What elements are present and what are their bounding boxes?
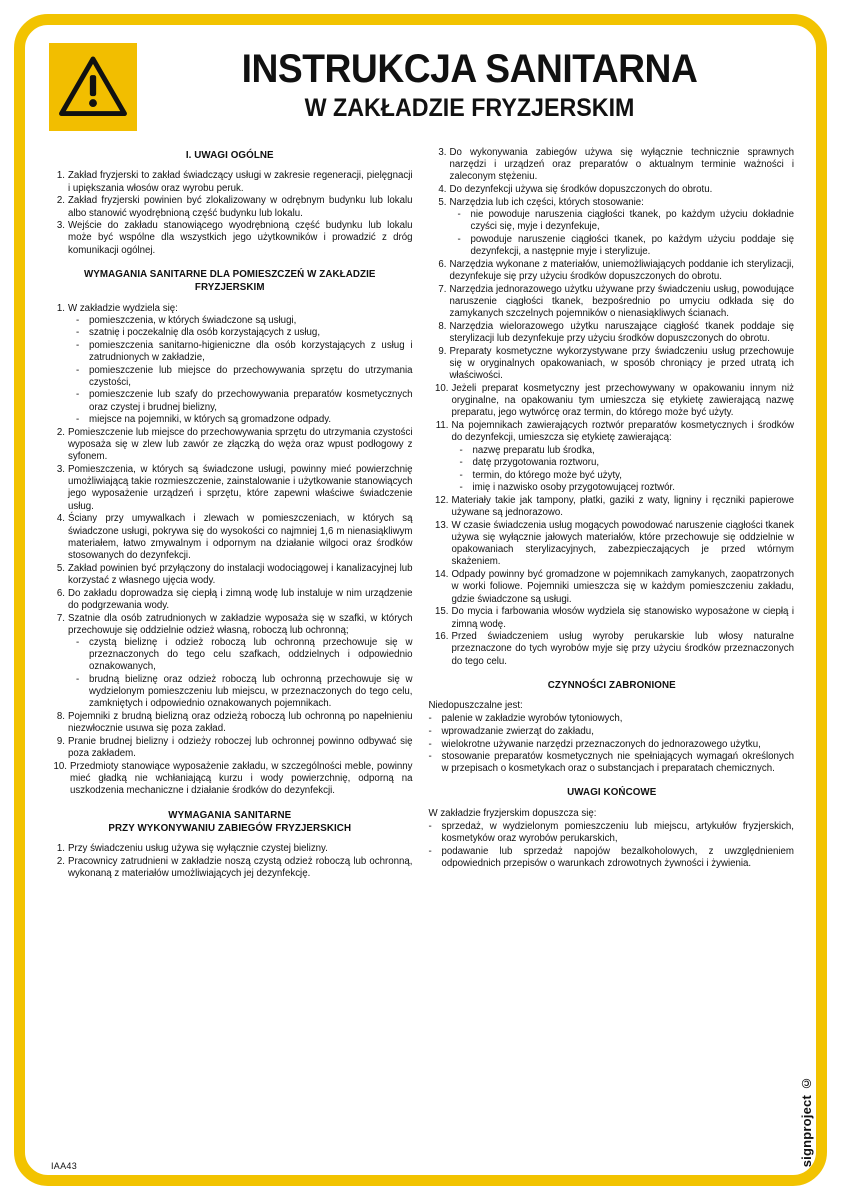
- final-notes-list: [429, 821, 795, 870]
- dash-bullet: -: [457, 233, 461, 245]
- sub-list-item: [76, 327, 413, 339]
- list-item: [429, 197, 795, 258]
- page-subtitle: W ZAKŁADZIE FRYZJERSKIM: [304, 94, 635, 123]
- dash-bullet: -: [76, 414, 80, 426]
- list-item: [429, 569, 795, 606]
- list-item: [429, 321, 795, 345]
- sub-list-item-text: czystą bieliznę i odzież roboczą lub ochronną przechowuje się w przeznaczonych do tego celu szafkach, oddzielnych i odpowiednio oznakowanych,: [89, 637, 413, 673]
- list-item: [47, 736, 413, 760]
- page-title: INSTRUKCJA SANITARNA: [241, 47, 698, 92]
- forbidden-lead-text: Niedopuszczalne jest:: [428, 700, 523, 712]
- heading-line-1: WYMAGANIA SANITARNE: [168, 809, 292, 821]
- list-number: 6.: [438, 258, 447, 270]
- list-item-text: Przedmioty stanowiące wyposażenie zakładu, w szczególności meble, powinny mieć gładką nie wchłaniającą kurzu i wody powierzchnię, odporną na uszkodzenia mechaniczne i działanie środków do dezynfekcji.: [70, 761, 413, 797]
- dash-bullet: -: [459, 482, 463, 494]
- list-item-text: Do mycia i farbowania włosów wydziela się stanowisko wyposażone w ciepłą i zimną wodę.: [451, 606, 794, 630]
- list-number: 3.: [56, 463, 65, 475]
- sub-list-item-text: nie powoduje naruszenia ciągłości tkanek, po każdym użyciu dokładnie czyści się, myje i dezynfekuje,: [470, 209, 794, 233]
- list-item-text: Ściany przy umywalkach i zlewach w pomieszczeniach, w których są świadczone usługi, pokrywa się do wysokości co najmniej 1,6 m nienasiąkliwym materiałem, łatwo zmywalnym i odpornym na działanie wilgoci oraz środków stosowanych do dezynfekcji.: [68, 513, 413, 562]
- list-item-text: Do wykonywania zabiegów używa się wyłącznie technicznie sprawnych narzędzi i urządzeń oraz preparatów o aktualnym terminie ważności i zaleconym stężeniu.: [449, 147, 794, 183]
- sub-list-item-text: pomieszczenia, w których świadczone są usługi,: [89, 314, 297, 326]
- sub-list: [458, 209, 795, 258]
- dash-bullet: -: [76, 389, 80, 401]
- list-number: 11.: [435, 420, 449, 432]
- list-item-text: Do zakładu doprowadza się ciepłą i zimną wodę lub instaluje w nim urządzenie do podgrzewania wody.: [68, 587, 413, 611]
- list-item-text: W zakładzie wydziela się:: [68, 302, 178, 314]
- list-item-text: Przy świadczeniu usług używa się wyłącznie czystej bielizny.: [68, 843, 328, 855]
- sub-list: [76, 315, 413, 426]
- sub-list-item: [76, 637, 413, 674]
- sub-list-item: [76, 414, 413, 426]
- dash-bullet: -: [76, 314, 80, 326]
- list-item: [429, 259, 795, 283]
- list-item: [47, 170, 413, 194]
- warning-triangle-icon: [49, 43, 137, 131]
- dash-bullet: -: [428, 751, 432, 763]
- section-heading-treatment-requirements: [56, 809, 403, 836]
- list-item-text: Na pojemnikach zawierających roztwór preparatów kosmetycznych i środków do dezynfekcji, umieszcza się etykietę zawierającą:: [451, 420, 794, 444]
- dash-bullet: -: [459, 469, 463, 481]
- list-number: 3.: [438, 147, 447, 158]
- dash-bullet: -: [459, 457, 463, 469]
- list-number: 6.: [56, 587, 65, 599]
- dash-bullet: -: [76, 637, 80, 649]
- sub-list-item: [76, 315, 413, 327]
- list-item: [47, 613, 413, 711]
- list-number: 2.: [56, 195, 65, 207]
- list-number: 10.: [53, 761, 67, 773]
- sub-list-item: [76, 340, 413, 364]
- list-item: [47, 856, 413, 880]
- list-item-text: Pomieszczenie lub miejsce do przechowywania sprzętu do utrzymania czystości wyposaża się w zlew lub zawór ze złączką do węża oraz wpust podłogowy z syfonem.: [68, 426, 413, 463]
- list-number: 2.: [56, 856, 65, 868]
- list-item-text: Zakład fryzjerski to zakład świadczący usługi w zakresie regeneracji, pielęgnacji i upiększania włosów oraz wyrobu peruk.: [68, 170, 413, 194]
- sub-list-item: [460, 445, 795, 457]
- list-item: [47, 843, 413, 855]
- list-item: [429, 346, 795, 383]
- list-item-text: palenie w zakładzie wyrobów tytoniowych,: [441, 713, 623, 725]
- list-item-text: Do dezynfekcji używa się środków dopuszczonych do obrotu.: [449, 184, 713, 196]
- list-item-text: sprzedaż, w wydzielonym pomieszczeniu lub miejscu, artykułów fryzjerskich, kosmetyków oraz wyrobów perukarskich,: [441, 821, 794, 845]
- list-item-text: stosowanie preparatów kosmetycznych nie spełniających wymagań określonych w przepisach o kosmetykach oraz o substancjach i preparatach chemicznych.: [441, 751, 794, 775]
- list-item-text: wprowadzanie zwierząt do zakładu,: [441, 725, 594, 737]
- list-number: 7.: [438, 283, 447, 295]
- list-number: 13.: [435, 519, 449, 531]
- list-item: [47, 588, 413, 612]
- poster-frame: [14, 14, 827, 1186]
- list-number: 5.: [56, 562, 65, 574]
- list-item: [429, 520, 795, 569]
- sub-list-item-text: szatnię i poczekalnię dla osób korzystających z usług,: [89, 327, 321, 339]
- dash-bullet: -: [428, 725, 432, 737]
- list-item-text: podawanie lub sprzedaż napojów bezalkoholowych, z uwzględnieniem odpowiednich przepisów o warunkach zdrowotnych żywności i żywienia.: [441, 845, 794, 869]
- list-item: [429, 184, 795, 196]
- list-number: 1.: [56, 170, 65, 182]
- dash-bullet: -: [76, 339, 80, 351]
- list-item: [429, 739, 795, 751]
- list-item-text: Jeżeli preparat kosmetyczny jest przechowywany w opakowaniu innym niż oryginalne, na opakowaniu tym umieszcza się etykietę zawierającą nazwę preparatu, jego wytwórcę oraz termin, do którego może być użyty.: [451, 382, 794, 419]
- list-item: [47, 563, 413, 587]
- list-item-text: Pranie brudnej bielizny i odzieży roboczej lub ochronnej powinno odbywać się poza zakładem.: [68, 736, 413, 760]
- content-columns: [47, 147, 794, 881]
- list-item: [429, 147, 795, 184]
- sub-list-item-text: powoduje naruszenie ciągłości tkanek, po każdym użyciu poddaje się dezynfekcji, a następnie myje i sterylizuje.: [470, 233, 794, 258]
- sub-list-item-text: pomieszczenie lub szafy do przechowywania preparatów kosmetycznych oraz czystej i brudnej bielizny,: [89, 389, 413, 413]
- sub-list-item-text: termin, do którego może być użyty,: [472, 469, 622, 481]
- final-notes-lead-text: W zakładzie fryzjerskim dopuszcza się:: [428, 807, 597, 819]
- list-item: [429, 821, 795, 845]
- treatment-requirements-list-continued: [429, 147, 795, 668]
- list-item-text: Wejście do zakładu stanowiącego wyodrębnioną część budynku lub lokalu może być wspólne dla wszystkich jego użytkowników i prowadzić z dróg komunikacji ogólnej.: [68, 220, 413, 256]
- list-item: [429, 713, 795, 725]
- list-item-text: Narzędzia jednorazowego użytku używane przy świadczeniu usług, powodujące naruszenie ciągłości tkanek, bezpośrednio po umyciu odkłada się do zamykanych szczelnych pojemników o nienasiąkliwych ścianach.: [449, 283, 794, 320]
- list-item-text: Pojemniki z brudną bielizną oraz odzieżą roboczą lub ochronną po napełnieniu niezwłocznie usuwa się poza zakład.: [68, 711, 413, 735]
- list-number: 1.: [56, 843, 65, 855]
- list-item-text: Przed świadczeniem usług wyroby perukarskie lub włosy naturalne przeznaczone do tych wyrobów myje się przy użyciu środków przeznaczonych do tego celu.: [451, 631, 794, 667]
- sub-list-item-text: pomieszczenia sanitarno-higieniczne dla osób korzystających z usług i zatrudnionych w zakładzie,: [89, 339, 413, 364]
- list-item: [429, 284, 795, 321]
- list-item: [429, 420, 795, 494]
- list-item-text: Zakład powinien być przyłączony do instalacji wodociągowej i kanalizacyjnej lub korzystać z własnego ujęcia wody.: [68, 562, 413, 586]
- dash-bullet: -: [428, 821, 432, 833]
- premises-requirements-list: [47, 303, 413, 798]
- list-number: 16.: [435, 631, 449, 643]
- sub-list-item: [458, 234, 795, 258]
- list-number: 9.: [56, 736, 65, 748]
- list-item: [47, 220, 413, 257]
- sub-list-item: [460, 470, 795, 482]
- sub-list-item-text: pomieszczenie lub miejsce do przechowywania sprzętu do utrzymania czystości,: [89, 364, 413, 388]
- dash-bullet: -: [76, 674, 80, 685]
- list-item-text: Pracownicy zatrudnieni w zakładzie noszą czystą odzież roboczą lub ochronną, wykonaną z materiałów umożliwiających jej dezynfekcję.: [68, 856, 413, 880]
- forbidden-activities-list: [429, 713, 795, 775]
- sub-list-item: [460, 457, 795, 469]
- sub-list: [460, 445, 795, 495]
- sub-list-item-text: miejsce na pojemniki, w których są gromadzone odpady.: [89, 414, 332, 426]
- list-item-text: Narzędzia wykonane z materiałów, uniemożliwiających poddanie ich sterylizacji, dezynfekuje się przy użyciu środków dopuszczonych do obrotu.: [449, 258, 794, 282]
- list-number: 15.: [435, 606, 449, 618]
- list-item: [47, 761, 413, 798]
- sub-list-item-text: datę przygotowania roztworu,: [472, 457, 600, 469]
- list-number: 12.: [435, 494, 449, 506]
- list-item-text: Odpady powinny być gromadzone w pojemnikach zamykanych, zaopatrzonych w worki foliowe. Pojemniki umieszcza się w każdym pomieszczeniu zakładu, gdzie świadczone są usługi.: [451, 569, 794, 605]
- list-number: 10.: [435, 382, 449, 394]
- list-item: [47, 303, 413, 427]
- list-item: [47, 464, 413, 513]
- dash-bullet: -: [428, 845, 432, 857]
- list-item-text: W czasie świadczenia usług mogących powodować naruszenie ciągłości tkanek używa się wyłącznie jałowych materiałów, które przechowuje się oddzielnie w opakowaniach sterylizacyjnych, zabezpieczających je przed wtórnym skażeniem.: [451, 519, 794, 568]
- list-item-text: Narzędzia wielorazowego użytku naruszające ciągłość tkanek poddaje się sterylizacji lub dezynfekuje przy użyciu środków dopuszczonych do obrotu.: [449, 320, 794, 345]
- list-item-text: Preparaty kosmetyczne wykorzystywane przy świadczeniu usług przechowuje się w oryginalnych opakowaniach, w sposób chroniący je przed utratą ich właściwości.: [449, 345, 794, 382]
- list-item: [429, 751, 795, 775]
- list-item-text: Zakład fryzjerski powinien być zlokalizowany w odrębnym budynku lub lokalu albo stanowić wyodrębnioną część budynku lub lokalu.: [68, 195, 413, 219]
- signproject-watermark: signproject ©: [799, 1075, 814, 1167]
- list-item: [47, 711, 413, 735]
- sub-list-item-text: nazwę preparatu lub środka,: [472, 444, 595, 456]
- list-number: 3.: [56, 220, 65, 232]
- list-item: [429, 726, 795, 738]
- sub-list-item: [76, 674, 413, 711]
- sub-list-item: [458, 209, 795, 233]
- product-code: IAA43: [51, 1161, 78, 1171]
- list-number: 4.: [56, 513, 65, 525]
- list-number: 5.: [438, 196, 447, 208]
- poster-inner: [25, 25, 816, 1175]
- section-heading-premises-requirements: WYMAGANIA SANITARNE DLA POMIESZCZEŃ W ZAKŁADZIE FRYZJERSKIM: [83, 268, 376, 294]
- list-number: 8.: [56, 711, 65, 723]
- list-item: [47, 195, 413, 219]
- list-item: [47, 427, 413, 464]
- list-number: 9.: [438, 345, 447, 357]
- sub-list-item: [76, 389, 413, 413]
- list-item: [429, 383, 795, 420]
- left-column: [47, 147, 413, 881]
- dash-bullet: -: [76, 327, 80, 339]
- section-heading-forbidden-activities: CZYNNOŚCI ZABRONIONE: [547, 679, 676, 691]
- list-item-text: Narzędzia lub ich części, których stosowanie:: [449, 196, 644, 208]
- right-column: [429, 147, 795, 881]
- section-heading-general-notes: I. UWAGI OGÓLNE: [185, 150, 274, 161]
- dash-bullet: -: [459, 444, 463, 456]
- sub-list-item-text: brudną bieliznę oraz odzież roboczą lub ochronną przechowuje się w wydzielonym pomieszczeniu lub miejscu, w przeznaczonych do tego celu, zamkniętych i odpowiednio oznakowanych pojemnikach.: [89, 674, 413, 710]
- sub-list-item: [76, 365, 413, 389]
- general-notes-list: [47, 170, 413, 257]
- list-item-text: Szatnie dla osób zatrudnionych w zakładzie wyposaża się w szafki, w których przechowuje się oddzielnie odzież własną, roboczą lub ochronną;: [68, 612, 413, 636]
- list-number: 4.: [438, 184, 447, 196]
- list-item-text: wielokrotne używanie narzędzi przeznaczonych do jednorazowego użytku,: [441, 738, 761, 750]
- list-number: 1.: [56, 302, 65, 314]
- list-number: 8.: [438, 320, 447, 332]
- title-block: [155, 49, 794, 124]
- list-number: 7.: [56, 612, 65, 624]
- treatment-requirements-list: [47, 843, 413, 880]
- list-item: [429, 846, 795, 870]
- list-item: [429, 631, 795, 668]
- list-item-text: Materiały takie jak tampony, płatki, gaziki z waty, ligniny i ręczniki papierowe używane są jednorazowo.: [451, 494, 794, 519]
- heading-line-2: PRZY WYKONYWANIU ZABIEGÓW FRYZJERSKICH: [108, 823, 352, 835]
- dash-bullet: -: [428, 738, 432, 750]
- list-number: 14.: [435, 569, 449, 581]
- dash-bullet: -: [76, 364, 80, 376]
- list-item-text: Pomieszczenia, w których są świadczone usługi, powinny mieć powierzchnię umożliwiającą takie rozmieszczenie, zainstalowanie i użytkowanie stanowiących jego wyposażenie urządzeń i sprzętu, które zapewni właściwe świadczenie usług.: [68, 463, 413, 512]
- sub-list-item: [460, 482, 795, 494]
- dash-bullet: -: [428, 713, 432, 725]
- list-number: 2.: [56, 426, 65, 438]
- dash-bullet: -: [457, 209, 461, 221]
- list-item: [429, 495, 795, 519]
- sub-list-item-text: imię i nazwisko osoby przygotowującej roztwór.: [472, 482, 675, 494]
- sub-list: [76, 637, 413, 711]
- list-item: [47, 513, 413, 562]
- section-heading-final-notes: UWAGI KOŃCOWE: [566, 787, 656, 799]
- poster-header: [47, 39, 794, 137]
- list-item: [429, 606, 795, 630]
